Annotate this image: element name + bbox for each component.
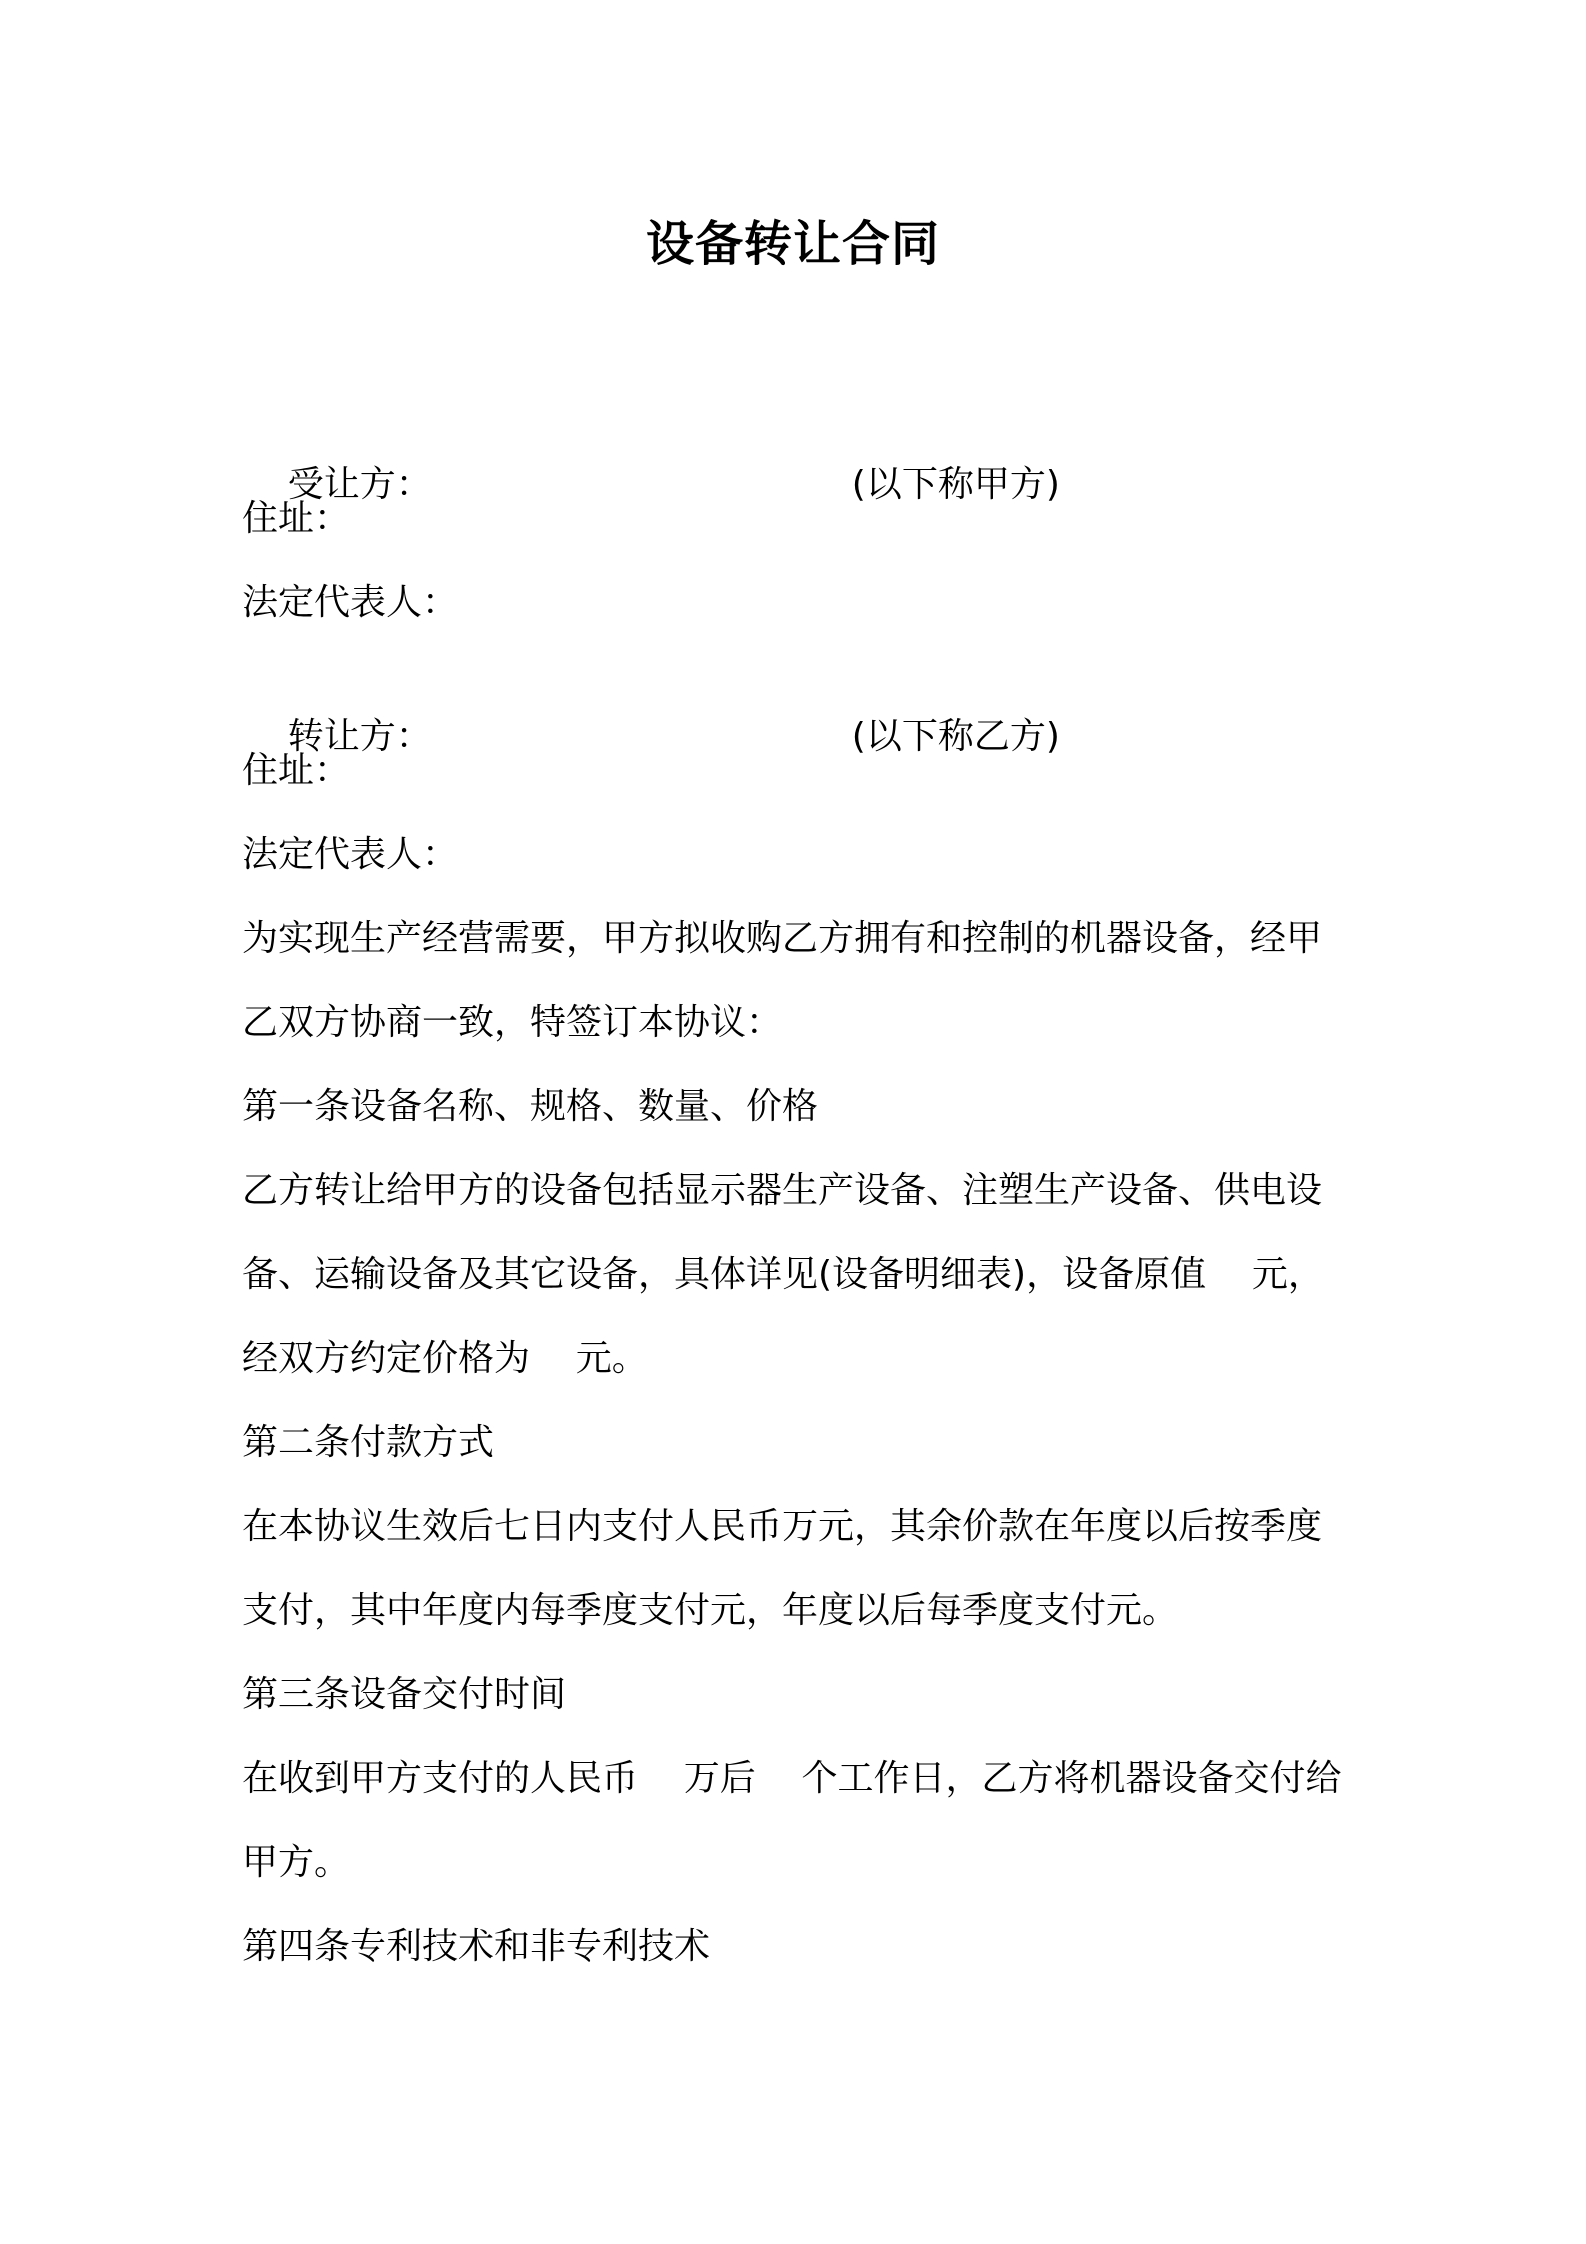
transferee-note: (以下称甲方)	[851, 464, 1060, 505]
article-1-line-2: 备、运输设备及其它设备，具体详见(设备明细表)，设备原值 元，	[242, 1254, 1324, 1295]
preamble-line-1: 为实现生产经营需要，甲方拟收购乙方拥有和控制的机器设备，经甲	[242, 918, 1323, 959]
article-2-line-2: 支付，其中年度内每季度支付元，年度以后每季度支付元。	[242, 1590, 1179, 1631]
article-3-line-1: 在收到甲方支付的人民币 万后 个工作日，乙方将机器设备交付给	[242, 1758, 1342, 1799]
transferee-representative-label: 法定代表人：	[242, 582, 459, 623]
article-1-line-3: 经双方约定价格为 元。	[242, 1338, 648, 1379]
article-2-heading: 第二条付款方式	[242, 1422, 495, 1463]
document-title: 设备转让合同	[645, 216, 940, 272]
transferor-representative-label: 法定代表人：	[242, 834, 459, 875]
article-3-line-2: 甲方。	[242, 1842, 351, 1883]
article-1-line-1: 乙方转让给甲方的设备包括显示器生产设备、注塑生产设备、供电设	[242, 1170, 1323, 1211]
article-2-line-1: 在本协议生效后七日内支付人民币万元，其余价款在年度以后按季度	[242, 1506, 1323, 1547]
transferor-address-label: 住址：	[242, 750, 351, 791]
article-4-heading: 第四条专利技术和非专利技术	[242, 1926, 711, 1967]
transferor-label: 转让方：	[287, 716, 432, 757]
transferee-label: 受让方：	[287, 464, 432, 505]
article-1-heading: 第一条设备名称、规格、数量、价格	[242, 1086, 819, 1127]
preamble-line-2: 乙双方协商一致，特签订本协议：	[242, 1002, 783, 1043]
transferee-address-label: 住址：	[242, 498, 351, 539]
transferor-note: (以下称乙方)	[851, 716, 1060, 757]
article-3-heading: 第三条设备交付时间	[242, 1674, 567, 1715]
